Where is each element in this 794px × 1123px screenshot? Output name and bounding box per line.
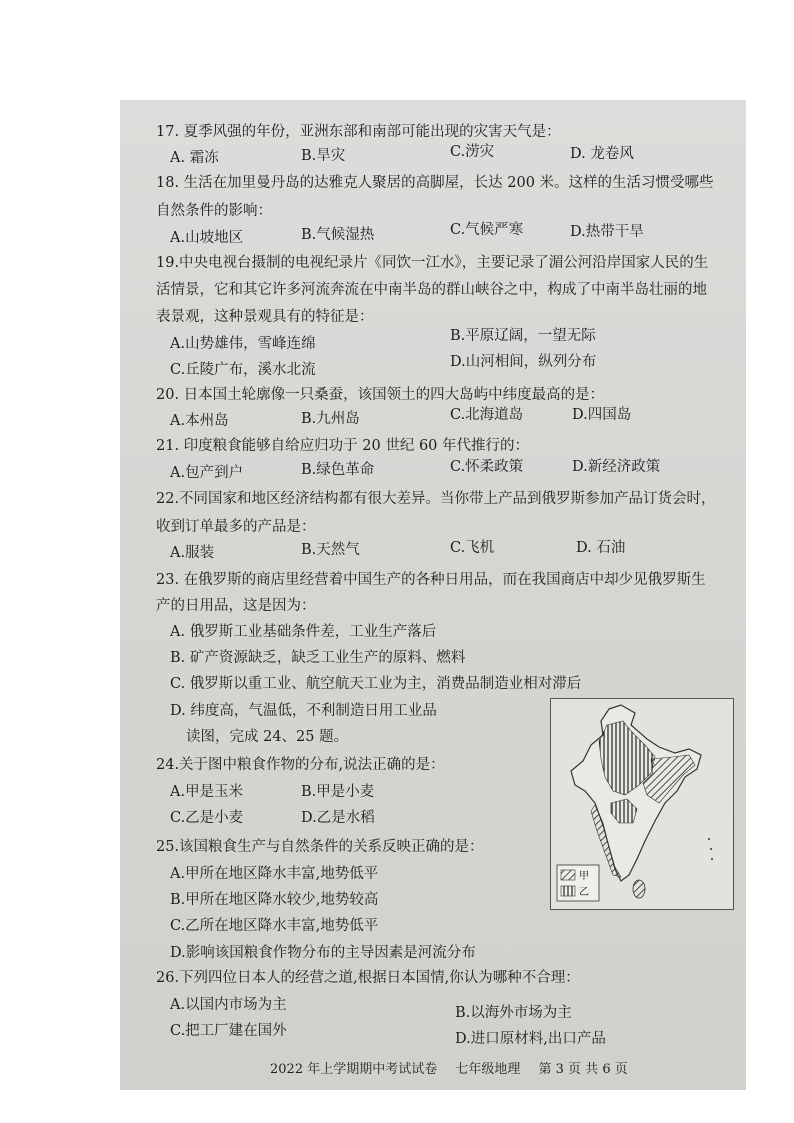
india-outline — [571, 705, 701, 881]
question-18-stem-2: 自然条件的影响： — [156, 203, 272, 219]
q23-option-b: B. 矿产资源缺乏，缺乏工业生产的原料、燃料 — [170, 650, 466, 666]
india-grain-map — [550, 698, 734, 910]
question-19-stem-3: 表景观，这种景观具有的特征是： — [156, 309, 374, 325]
q25-option-a: A.甲所在地区降水丰富,地势低平 — [170, 866, 379, 882]
india-map-figure — [551, 699, 733, 909]
q23-option-d: D. 纬度高，气温低，不利制造日用工业品 — [170, 703, 437, 719]
q20-option-d: D.四国岛 — [572, 407, 632, 423]
q20-option-a: A.本州岛 — [170, 413, 229, 429]
question-23-stem-1: 23. 在俄罗斯的商店里经营着中国生产的各种日用品，而在我国商店中却少见俄罗斯生 — [156, 572, 706, 588]
question-17-stem: 17. 夏季风强的年份，亚洲东部和南部可能出现的灾害天气是： — [156, 124, 561, 140]
q25-option-d: D.影响该国粮食作物分布的主导因素是河流分布 — [170, 945, 476, 961]
q25-option-b: B.甲所在地区降水较少,地势较高 — [170, 892, 379, 908]
page-footer — [270, 1058, 642, 1077]
q17-option-a: A. 霜冻 — [170, 150, 219, 166]
sri-lanka — [633, 880, 645, 898]
q19-option-b: B.平原辽阔，一望无际 — [450, 328, 596, 344]
footer-exam-title: 2022 年上学期期中考试试卷 — [270, 1062, 438, 1077]
q19-option-d: D.山河相间，纵列分布 — [450, 354, 597, 370]
question-21-stem: 21. 印度粮食能够自给应归功于 20 世纪 60 年代推行的： — [156, 438, 530, 454]
question-25-stem: 25.该国粮食生产与自然条件的关系反映正确的是： — [156, 839, 484, 855]
q26-option-b: B.以海外市场为主 — [455, 1005, 572, 1021]
q24-option-d: D.乙是水稻 — [301, 810, 375, 826]
q17-option-c: C.涝灾 — [450, 144, 495, 160]
q18-option-b: B.气候湿热 — [301, 227, 375, 243]
q17-option-b: B.旱灾 — [301, 148, 346, 164]
exam-page — [120, 100, 746, 1090]
q24-option-a: A.甲是玉米 — [170, 784, 244, 800]
question-24-stem: 24.关于图中粮食作物的分布,说法正确的是： — [156, 757, 445, 773]
q24-option-c: C.乙是小麦 — [170, 810, 244, 826]
question-22-stem-2: 收到订单最多的产品是： — [156, 519, 316, 535]
q25-option-c: C.乙所在地区降水丰富,地势低平 — [170, 918, 379, 934]
question-19-stem-1: 19.中央电视台摄制的电视纪录片《同饮一江水》，主要记录了湄公河沿岸国家人民的生 — [156, 255, 709, 271]
question-20-stem: 20. 日本国土轮廓像一只桑蚕，该国领土的四大岛屿中纬度最高的是： — [156, 387, 605, 403]
q18-option-a: A.山坡地区 — [170, 230, 244, 246]
q19-option-c: C.丘陵广布，溪水北流 — [170, 362, 316, 378]
question-19-stem-2: 活情景，它和其它许多河流奔流在中南半岛的群山峡谷之中，构成了中南半岛壮丽的地 — [156, 282, 707, 298]
question-26-stem: 26.下列四位日本人的经营之道,根据日本国情,你认为哪种不合理： — [156, 970, 580, 986]
q21-option-b: B.绿色革命 — [301, 462, 375, 478]
q22-option-d: D. 石油 — [576, 540, 626, 556]
q23-option-a: A. 俄罗斯工业基础条件差，工业生产落后 — [170, 624, 437, 640]
q22-option-c: C.飞机 — [450, 540, 495, 556]
q24-option-b: B.甲是小麦 — [301, 784, 375, 800]
q18-option-c: C.气候严寒 — [450, 222, 524, 238]
q21-option-a: A.包产到户 — [170, 465, 244, 481]
q26-option-a: A.以国内市场为主 — [170, 997, 287, 1013]
q21-option-d: D.新经济政策 — [572, 459, 661, 475]
q22-option-b: B.天然气 — [301, 542, 360, 558]
q22-option-a: A.服装 — [170, 545, 215, 561]
legend-label-jia: 甲 — [579, 871, 589, 882]
footer-subject: 七年级地理 — [455, 1062, 521, 1077]
legend-label-yi: 乙 — [579, 887, 589, 898]
q26-option-c: C.把工厂建在国外 — [170, 1023, 287, 1039]
question-18-stem-1: 18. 生活在加里曼丹岛的达雅克人聚居的高脚屋，长达 200 米。这样的生活习惯受哪些 — [156, 175, 714, 191]
q20-option-b: B.九州岛 — [301, 411, 360, 427]
q26-option-d: D.进口原材料,出口产品 — [455, 1031, 606, 1047]
map-instruction: 读图，完成 24、25 题。 — [186, 729, 349, 745]
q21-option-c: C.怀柔政策 — [450, 459, 524, 475]
q18-option-d: D.热带干旱 — [570, 224, 644, 240]
q20-option-c: C.北海道岛 — [450, 407, 524, 423]
footer-page-number: 第 3 页 共 6 页 — [538, 1062, 628, 1077]
q17-option-d: D. 龙卷风 — [570, 146, 634, 162]
question-22-stem-1: 22.不同国家和地区经济结构都有很大差异。当你带上产品到俄罗斯参加产品订货会时， — [156, 491, 716, 507]
question-23-stem-2: 产的日用品，这是因为： — [156, 598, 316, 614]
q23-option-c: C. 俄罗斯以重工业、航空航天工业为主，消费品制造业相对滞后 — [170, 676, 582, 692]
q19-option-a: A.山势雄伟，雪峰连绵 — [170, 336, 316, 352]
